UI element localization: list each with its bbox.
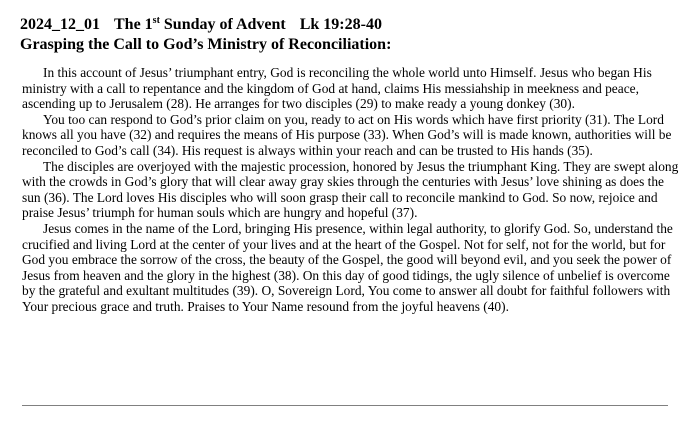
scripture-reference: Lk 19:28-40: [299, 16, 382, 33]
paragraph-4: Jesus comes in the name of the Lord, bringing His presence, within legal authority, to glorify God. So, understand the crucified and living Lord at the center of your lives and at the heart of the Gospel. Not for self, not for the world, but for God you embrace the sorrow of the cross, the beauty of the Gospel, the good will beyond evil, and you seek the power of Jesus from heaven and the glory in the highest (38). On this day of good tidings, the ugly silence of unbelief is overcome by the grateful and exultant multitudes (39). O, Sovereign Lord, You come to answer all doubt for faithful followers with Your precious grace and truth. Praises to Your Name resound from the joyful heavens (40).: [22, 220, 673, 314]
ordinal-suffix: st: [152, 15, 160, 26]
sermon-heading: [20, 15, 680, 35]
sermon-body: [22, 65, 682, 315]
paragraph-1: In this account of Jesus’ triumphant entry, God is reconciling the whole world unto Himself. Jesus who began His ministry with a call to repentance and the kingdom of God at hand, claims His messiahship in meekness and peace, ascending up to Jerusalem (28). He arranges for two disciples (29) to make ready a young donkey (30).: [22, 65, 652, 112]
sermon-subtitle: Grasping the Call to God’s Ministry of Reconciliation:: [20, 36, 392, 53]
bottom-divider: [22, 405, 668, 406]
paragraph-2: You too can respond to God’s prior claim on you, ready to act on His words which have first priority (31). The Lord knows all you have (32) and requires the means of His purpose (33). When God’s will is made known, authorities will be reconciled to God’s call (34). His request is always within your reach and can be trusted to His hands (35).: [22, 111, 672, 158]
paragraph-3: The disciples are overjoyed with the majestic procession, honored by Jesus the triumphant King. They are swept along with the crowds in God’s glory that will clear away gray skies through the centuries with Jesus’ love shining as does the sun (36). The Lord loves His disciples who will soon grasp their call to reconcile mankind to God. So now, rejoice and praise Jesus’ triumph for human souls which are hungry and hopeful (37).: [22, 158, 679, 221]
sermon-occasion: The 1st Sunday of Advent: [114, 15, 286, 33]
sermon-date: 2024_12_01: [20, 16, 100, 33]
